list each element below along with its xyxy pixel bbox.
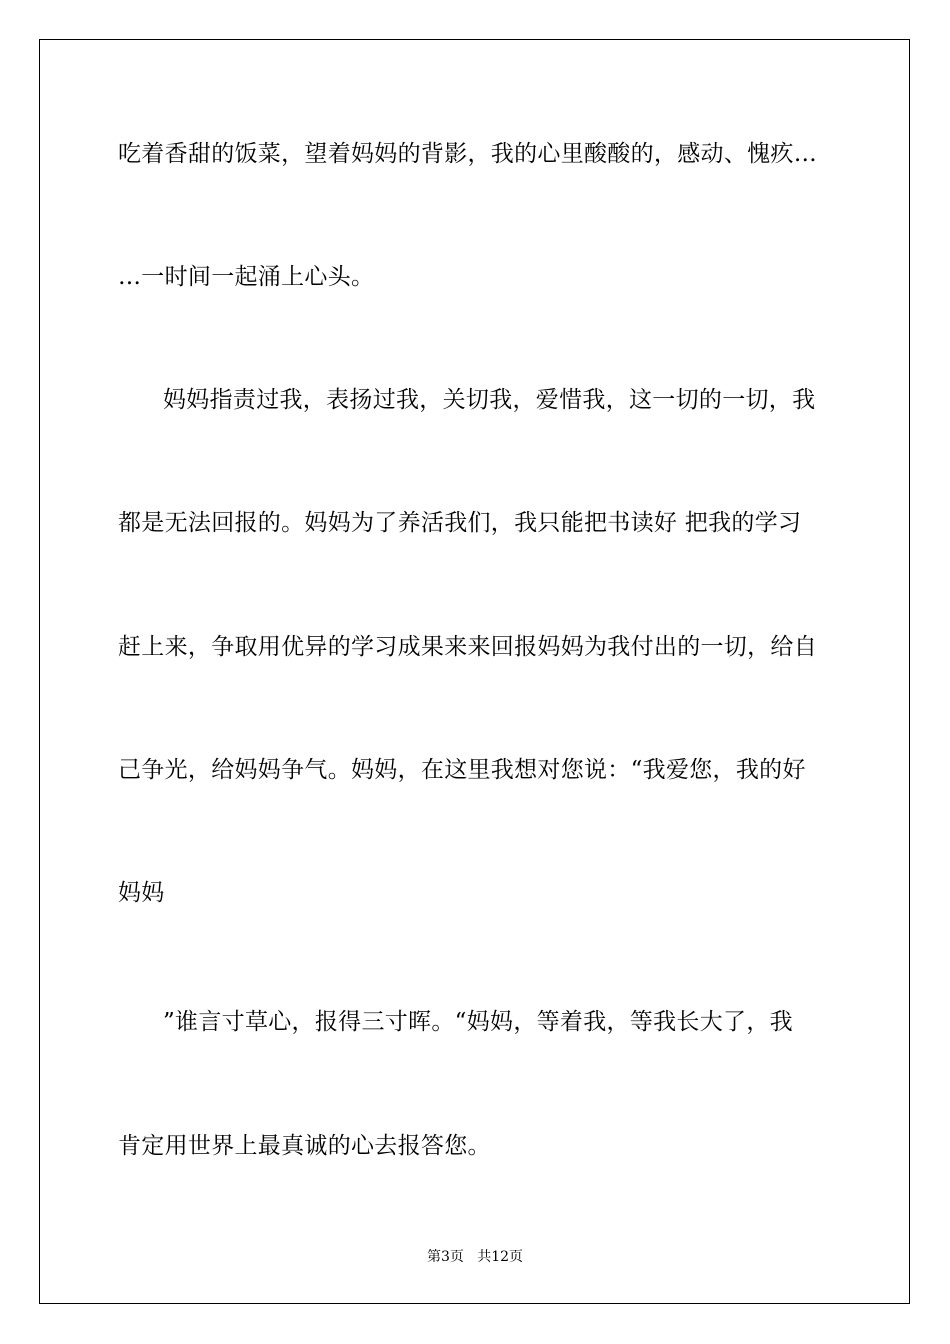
page-border — [39, 39, 910, 1304]
text-line-6: 己争光，给妈妈争气。妈妈，在这里我想对您说：“我爱您，我的好 — [118, 757, 806, 783]
text-line-9: 肯定用世界上最真诚的心去报答您。 — [118, 1133, 491, 1159]
text-line-7: 妈妈 — [118, 880, 165, 906]
text-line-2: …一时间一起涌上心头。 — [118, 264, 375, 290]
page-number-footer: 第3页 共12页 — [426, 1249, 524, 1265]
text-line-5: 赶上来，争取用优异的学习成果来来回报妈妈为我付出的一切，给自 — [118, 634, 817, 660]
text-line-1: 吃着香甜的饭菜，望着妈妈的背影，我的心里酸酸的，感动、愧疚… — [118, 141, 817, 167]
text-line-4: 都是无法回报的。妈妈为了养活我们，我只能把书读好 把我的学习 — [118, 510, 802, 536]
text-line-8: ”谁言寸草心，报得三寸晖。“妈妈，等着我，等我长大了，我 — [163, 1009, 793, 1035]
text-line-3: 妈妈指责过我，表扬过我，关切我，爱惜我，这一切的一切，我 — [163, 387, 816, 413]
